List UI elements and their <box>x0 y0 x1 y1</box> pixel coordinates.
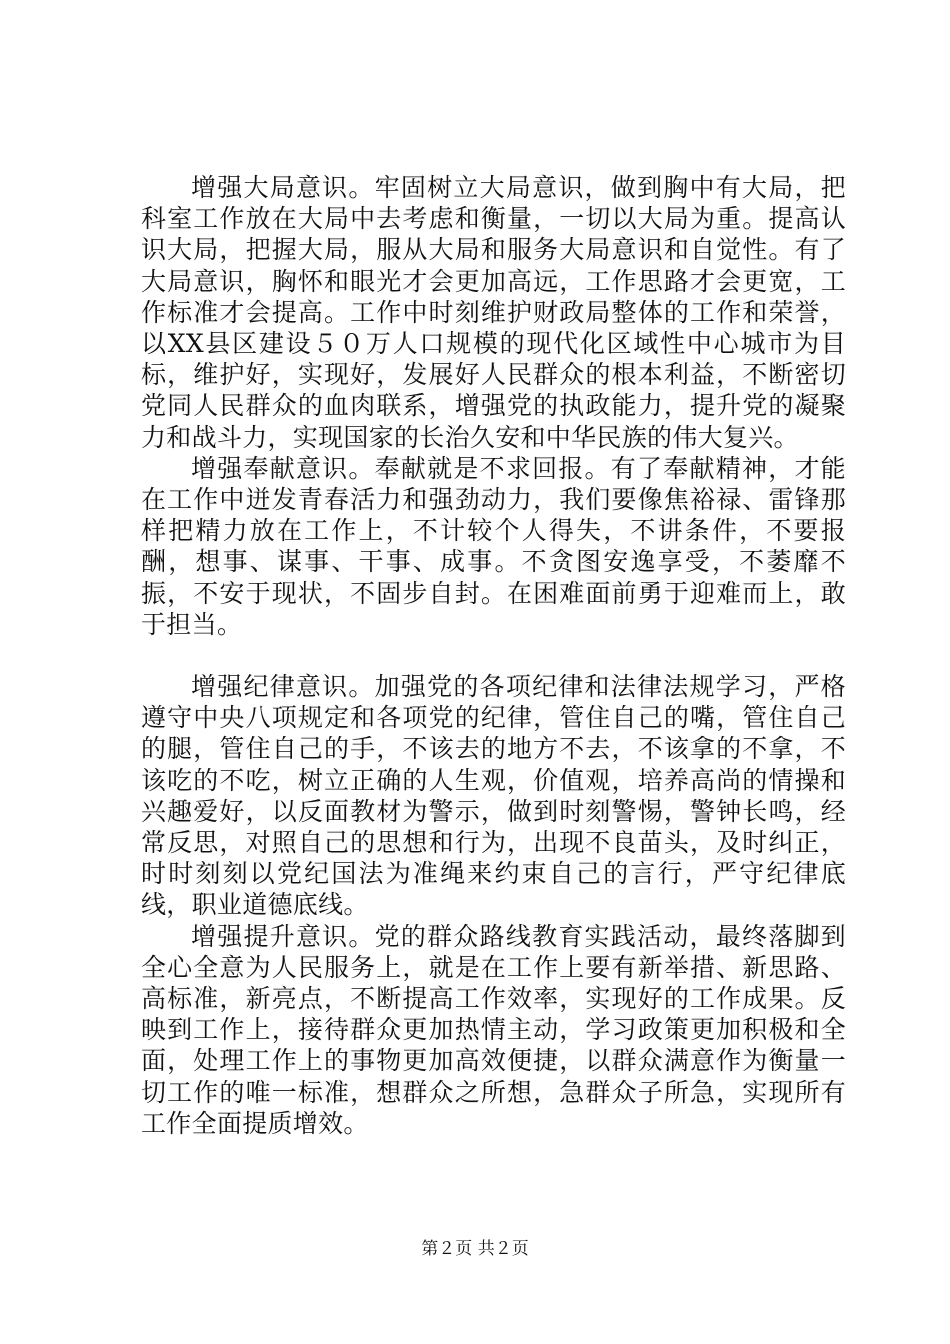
paragraph-dedication-awareness: 增强奉献意识。奉献就是不求回报。有了奉献精神，才能在工作中迸发青春活力和强劲动力，我们要像焦裕禄、雷锋那样把精力放在工作上，不计较个人得失，不讲条件，不要报酬，想事、谋事、干事、成事。不贪图安逸享受，不萎靡不振，不安于现状，不固步自封。在困难面前勇于迎难而上，敢于担当。 <box>141 453 846 639</box>
paragraph-improvement-awareness: 增强提升意识。党的群众路线教育实践活动，最终落脚到全心全意为人民服务上，就是在工作上要有新举措、新思路、高标准，新亮点，不断提高工作效率，实现好的工作成果。反映到工作上，接待群众更加热情主动，学习政策更加积极和全面，处理工作上的事物更加高效便捷，以群众满意作为衡量一切工作的唯一标准，想群众之所想，急群众子所急，实现所有工作全面提质增效。 <box>141 921 846 1138</box>
page-number-footer: 第２页 共２页 <box>421 1239 529 1259</box>
document-body <box>141 172 846 1139</box>
paragraph-discipline-awareness: 增强纪律意识。加强党的各项纪律和法律法规学习，严格遵守中央八项规定和各项党的纪律，管住自己的嘴，管住自己的腿，管住自己的手，不该去的地方不去，不该拿的不拿，不该吃的不吃，树立正确的人生观，价值观，培养高尚的情操和兴趣爱好，以反面教材为警示，做到时刻警惕，警钟长鸣，经常反思，对照自己的思想和行为，出现不良苗头，及时纠正，时时刻刻以党纪国法为准绳来约束自己的言行，严守纪律底线，职业道德底线。 <box>141 672 846 920</box>
paragraph-overall-awareness: 增强大局意识。牢固树立大局意识，做到胸中有大局，把科室工作放在大局中去考虑和衡量，一切以大局为重。提高认识大局，把握大局，服从大局和服务大局意识和自觉性。有了大局意识，胸怀和眼光才会更加高远，工作思路才会更宽，工作标准才会提高。工作中时刻维护财政局整体的工作和荣誉，以XX县区建设５０万人口规模的现代化区域性中心城市为目标，维护好，实现好，发展好人民群众的根本利益，不断密切党同人民群众的血肉联系，增强党的执政能力，提升党的凝聚力和战斗力，实现国家的长治久安和中华民族的伟大复兴。 <box>141 173 846 452</box>
